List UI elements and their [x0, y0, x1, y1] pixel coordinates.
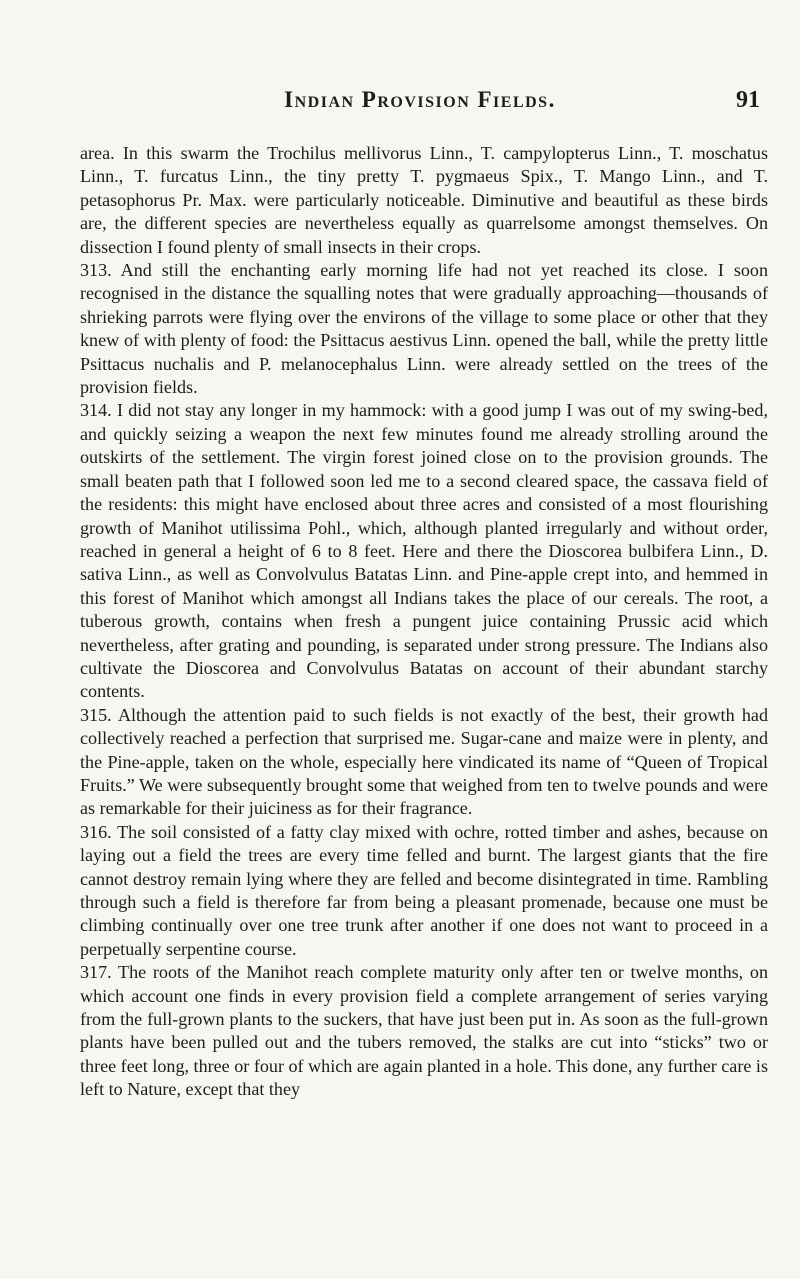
paragraph-continuation [80, 142, 768, 259]
paragraph-314 [80, 399, 768, 703]
paragraph-number: 317. [80, 962, 112, 983]
paragraph-number: 313. [80, 260, 112, 281]
paragraph-text: area. In this swarm the Trochilus mellivorus Linn., T. campylopterus Linn., T. moschatus Linn., T. furcatus Linn., the tiny pretty T. pygmaeus Spix., T. Mango Linn., and T. petasophorus Pr. Max. were particularly noticeable. Diminutive and beautiful as these birds are, the different species are nevertheless equally as quarrelsome amongst themselves. On dissection I found plenty of small insects in their crops. [80, 143, 768, 257]
paragraph-313 [80, 259, 768, 399]
page-number: 91 [736, 87, 760, 113]
paragraph-number: 316. [80, 821, 112, 842]
paragraph-text: Although the attention paid to such fields is not exactly of the best, their growth had collectively reached a perfection that surprised me. Sugar-cane and maize were in plenty, and the Pine-apple, taken on the whole, especially here vindicated its name of “Queen of Tropical Fruits.” We were subsequently brought some that weighed from ten to twelve pounds and were as remarkable for their juiciness as for their fragrance. [80, 704, 768, 819]
paragraph-number: 315. [80, 704, 112, 725]
paragraph-text: The soil consisted of a fatty clay mixed with ochre, rotted timber and ashes, because on laying out a field the trees are every time felled and burnt. The largest giants that the fire cannot destroy remain lying where they are felled and become disintegrated in time. Rambling through such a field is therefore far from being a pleasant promenade, because one must be climbing continually over one tree trunk after another if one does not want to proceed in a perpetually serpentine course. [80, 821, 768, 959]
paragraph-text: I did not stay any longer in my hammock: with a good jump I was out of my swing-bed, and quickly seizing a weapon the next few minutes found me already strolling around the outskirts of the settlement. The virgin forest joined close on to the provision grounds. The small beaten path that I followed soon led me to a second cleared space, the cassava field of the residents: this might have enclosed about three acres and consisted of a most flourishing growth of Manihot utilissima Pohl., which, although planted irregularly and without order, reached in general a height of 6 to 8 feet. Here and there the Dioscorea bulbifera Linn., D. sativa Linn., as well as Convolvulus Batatas Linn. and Pine-apple crept into, and hemmed in this forest of Manihot which amongst all Indians takes the place of our cereals. The root, a tuberous growth, contains when fresh a pungent juice containing Prussic acid which nevertheless, after grating and pounding, is separated under strong pressure. The Indians also cultivate the Dioscorea and Convolvulus Batatas on account of their abundant starchy contents. [80, 400, 768, 702]
body-text [80, 142, 768, 1102]
paragraph-number: 314. [80, 400, 112, 421]
paragraph-315 [80, 704, 768, 821]
paragraph-317 [80, 961, 768, 1101]
running-title: Indian Provision Fields. [284, 87, 556, 112]
paragraph-text: The roots of the Manihot reach complete maturity only after ten or twelve months, on which account one finds in every provision field a complete arrangement of series varying from the full-grown plants to the suckers, that have just been put in. As soon as the full-grown plants have been pulled out and the tubers removed, the stalks are cut into “sticks” two or three feet long, three or four of which are again planted in a hole. This done, any further care is left to Nature, except that they [80, 962, 768, 1100]
paragraph-316 [80, 821, 768, 961]
running-head [80, 87, 760, 117]
paragraph-text: And still the enchanting early morning life had not yet reached its close. I soon recognised in the distance the squalling notes that were gradually approaching—thousands of shrieking parrots were flying over the environs of the village to some place or other that they knew of with plenty of food: the Psittacus aestivus Linn. opened the ball, while the pretty little Psittacus nuchalis and P. melanocephalus Linn. were already settled on the trees of the provision fields. [80, 260, 768, 398]
